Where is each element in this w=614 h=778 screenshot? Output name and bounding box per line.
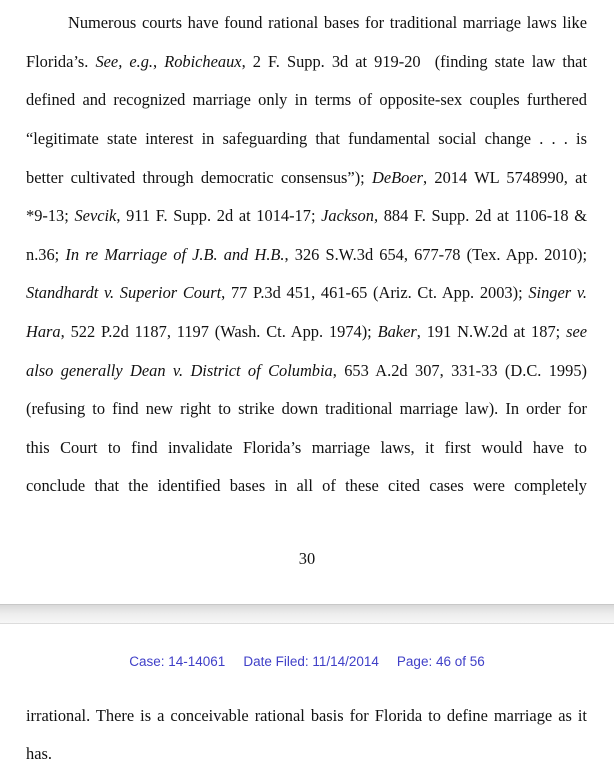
page-number: 30 — [298, 549, 316, 568]
case-number: Case: 14-14061 — [129, 654, 226, 669]
body-text-line-9: Hara, 522 P.2d 1187, 1197 (Wash. Ct. App. 1974); Baker, 191 N.W.2d at 187; see — [26, 322, 587, 341]
body-text-line-2: Florida’s. See, e.g., Robicheaux, 2 F. Supp. 3d at 919-20 (finding state law that — [26, 52, 588, 71]
body-text-line-5: better cultivated through democratic consensus”); DeBoer, 2014 WL 5748990, at — [26, 168, 587, 187]
page-break-divider — [0, 604, 614, 624]
date-filed: Date Filed: 11/14/2014 — [243, 654, 379, 669]
body-text-line-6: *9-13; Sevcik, 911 F. Supp. 2d at 1014-17; Jackson, 884 F. Supp. 2d at 1106-18 & — [26, 206, 587, 225]
body-text-line-14: irrational. There is a conceivable rational basis for Florida to define marriage as it — [26, 706, 587, 725]
body-text-line-12: this Court to find invalidate Florida’s marriage laws, it first would have to — [26, 438, 587, 457]
body-text-line-15: has. — [26, 744, 52, 763]
body-text-line-3: defined and recognized marriage only in terms of opposite-sex couples furthered — [26, 90, 587, 109]
body-text-line-4: “legitimate state interest in safeguarding that fundamental social change . . . is — [26, 129, 587, 148]
body-text-line-13: conclude that the identified bases in all of these cited cases were completely — [26, 476, 587, 495]
body-text-line-8: Standhardt v. Superior Court, 77 P.3d 451, 461-65 (Ariz. Ct. App. 2003); Singer v. — [26, 283, 587, 302]
body-text-line-10: also generally Dean v. District of Columbia, 653 A.2d 307, 331-33 (D.C. 1995) — [26, 361, 587, 380]
case-filing-header — [0, 654, 614, 669]
body-text-line-1: Numerous courts have found rational bases for traditional marriage laws like — [68, 13, 587, 32]
body-text-line-11: (refusing to find new right to strike down traditional marriage law). In order for — [26, 399, 587, 418]
body-text-line-7: n.36; In re Marriage of J.B. and H.B., 326 S.W.3d 654, 677-78 (Tex. App. 2010); — [26, 245, 587, 264]
page-count: Page: 46 of 56 — [396, 654, 485, 669]
